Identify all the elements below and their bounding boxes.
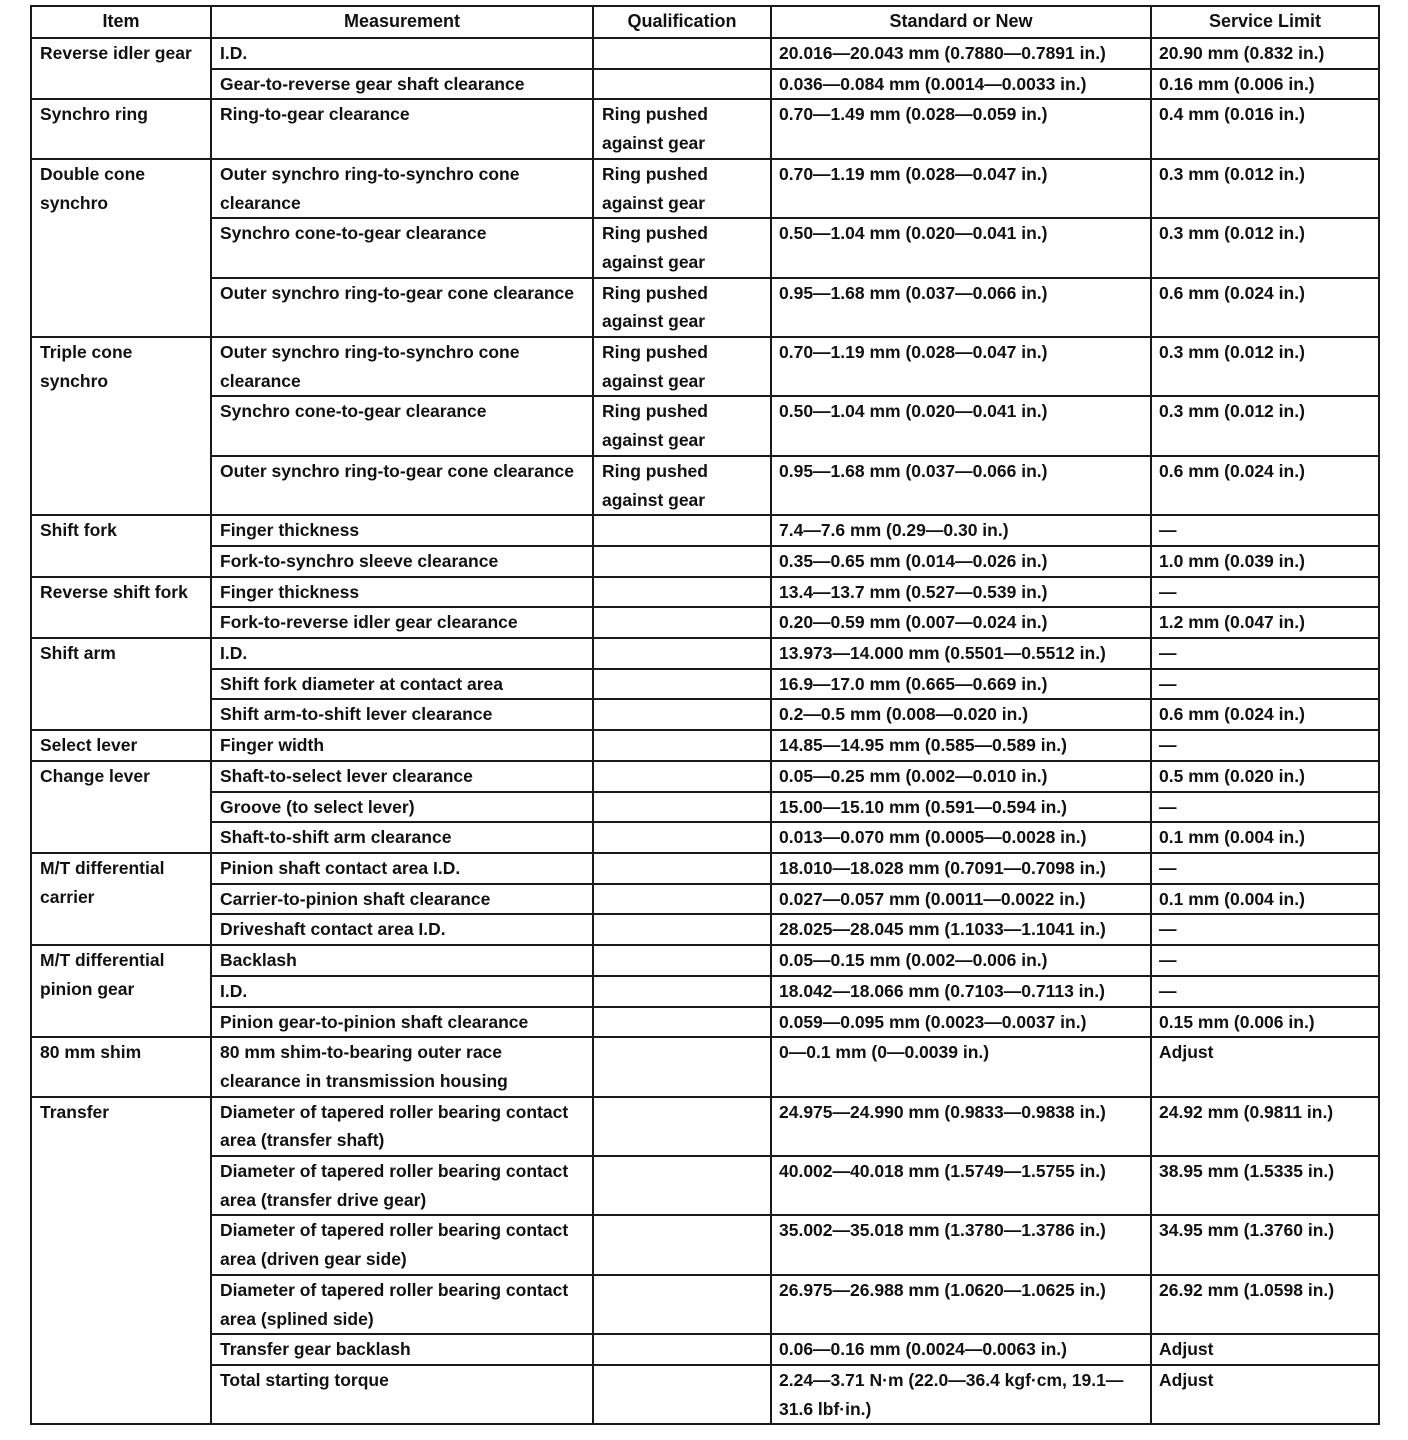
qualification-cell [593, 884, 771, 915]
specification-table [30, 5, 1380, 1425]
qualification-cell [593, 1334, 771, 1365]
measurement-cell: Carrier-to-pinion shaft clearance [211, 884, 593, 915]
standard-cell: 0.05—0.25 mm (0.002—0.010 in.) [771, 761, 1151, 792]
measurement-cell: Synchro cone-to-gear clearance [211, 218, 593, 277]
measurement-cell: Pinion shaft contact area I.D. [211, 853, 593, 884]
table-row [31, 1007, 1379, 1038]
measurement-cell: Ring-to-gear clearance [211, 99, 593, 158]
item-cell: Reverse shift fork [31, 577, 211, 638]
table-row [31, 99, 1379, 158]
service-limit-cell: 0.6 mm (0.024 in.) [1151, 699, 1379, 730]
item-cell: Select lever [31, 730, 211, 761]
table-row [31, 976, 1379, 1007]
qualification-cell [593, 638, 771, 669]
service-limit-cell: 0.6 mm (0.024 in.) [1151, 278, 1379, 337]
qualification-cell: Ring pushed against gear [593, 456, 771, 515]
item-cell: Synchro ring [31, 99, 211, 158]
measurement-cell: Backlash [211, 945, 593, 976]
table-row [31, 761, 1379, 792]
measurement-cell: Diameter of tapered roller bearing contact area (transfer drive gear) [211, 1156, 593, 1215]
measurement-cell: Shaft-to-select lever clearance [211, 761, 593, 792]
service-limit-cell: Adjust [1151, 1334, 1379, 1365]
standard-cell: 15.00—15.10 mm (0.591—0.594 in.) [771, 792, 1151, 823]
service-limit-cell: — [1151, 730, 1379, 761]
qualification-cell [593, 1275, 771, 1334]
qualification-cell: Ring pushed against gear [593, 396, 771, 455]
table-row [31, 159, 1379, 218]
measurement-cell: Shift fork diameter at contact area [211, 669, 593, 700]
service-limit-cell: — [1151, 577, 1379, 608]
qualification-cell [593, 546, 771, 577]
standard-cell: 0.70—1.19 mm (0.028—0.047 in.) [771, 337, 1151, 396]
qualification-cell [593, 976, 771, 1007]
item-cell: M/T differential carrier [31, 853, 211, 945]
standard-cell: 18.010—18.028 mm (0.7091—0.7098 in.) [771, 853, 1151, 884]
measurement-cell: Outer synchro ring-to-gear cone clearance [211, 278, 593, 337]
measurement-cell: Fork-to-synchro sleeve clearance [211, 546, 593, 577]
service-limit-cell: 0.3 mm (0.012 in.) [1151, 218, 1379, 277]
measurement-cell: Driveshaft contact area I.D. [211, 914, 593, 945]
table-body [31, 38, 1379, 1424]
service-limit-cell: — [1151, 515, 1379, 546]
header-standard: Standard or New [771, 6, 1151, 38]
service-limit-cell: 1.0 mm (0.039 in.) [1151, 546, 1379, 577]
service-limit-cell: 0.3 mm (0.012 in.) [1151, 337, 1379, 396]
measurement-cell: Total starting torque [211, 1365, 593, 1424]
measurement-cell: I.D. [211, 38, 593, 69]
header-service-limit: Service Limit [1151, 6, 1379, 38]
standard-cell: 28.025—28.045 mm (1.1033—1.1041 in.) [771, 914, 1151, 945]
qualification-cell [593, 761, 771, 792]
table-row [31, 669, 1379, 700]
standard-cell: 0.027—0.057 mm (0.0011—0.0022 in.) [771, 884, 1151, 915]
qualification-cell: Ring pushed against gear [593, 159, 771, 218]
table-row [31, 69, 1379, 100]
measurement-cell: Pinion gear-to-pinion shaft clearance [211, 1007, 593, 1038]
service-limit-cell: — [1151, 976, 1379, 1007]
table-header-row [31, 6, 1379, 38]
service-limit-cell: 1.2 mm (0.047 in.) [1151, 607, 1379, 638]
qualification-cell [593, 1007, 771, 1038]
standard-cell: 0.70—1.19 mm (0.028—0.047 in.) [771, 159, 1151, 218]
standard-cell: 26.975—26.988 mm (1.0620—1.0625 in.) [771, 1275, 1151, 1334]
measurement-cell: Synchro cone-to-gear clearance [211, 396, 593, 455]
standard-cell: 18.042—18.066 mm (0.7103—0.7113 in.) [771, 976, 1151, 1007]
qualification-cell [593, 515, 771, 546]
standard-cell: 0.50—1.04 mm (0.020—0.041 in.) [771, 218, 1151, 277]
qualification-cell [593, 669, 771, 700]
table-row [31, 1037, 1379, 1096]
service-limit-cell: 0.3 mm (0.012 in.) [1151, 159, 1379, 218]
service-limit-cell: — [1151, 669, 1379, 700]
service-limit-cell: 0.4 mm (0.016 in.) [1151, 99, 1379, 158]
table-row [31, 337, 1379, 396]
service-limit-cell: 0.3 mm (0.012 in.) [1151, 396, 1379, 455]
table-row [31, 577, 1379, 608]
table-row [31, 853, 1379, 884]
measurement-cell: I.D. [211, 976, 593, 1007]
table-row [31, 1365, 1379, 1424]
measurement-cell: I.D. [211, 638, 593, 669]
item-cell: Shift arm [31, 638, 211, 730]
measurement-cell: Shaft-to-shift arm clearance [211, 822, 593, 853]
standard-cell: 2.24—3.71 N·m (22.0—36.4 kgf·cm, 19.1—31.6 lbf·in.) [771, 1365, 1151, 1424]
service-limit-cell: 0.1 mm (0.004 in.) [1151, 822, 1379, 853]
service-limit-cell: — [1151, 914, 1379, 945]
header-item: Item [31, 6, 211, 38]
service-limit-cell: 0.15 mm (0.006 in.) [1151, 1007, 1379, 1038]
standard-cell: 13.4—13.7 mm (0.527—0.539 in.) [771, 577, 1151, 608]
qualification-cell [593, 38, 771, 69]
standard-cell: 35.002—35.018 mm (1.3780—1.3786 in.) [771, 1215, 1151, 1274]
qualification-cell: Ring pushed against gear [593, 278, 771, 337]
qualification-cell [593, 1365, 771, 1424]
qualification-cell [593, 699, 771, 730]
measurement-cell: Finger thickness [211, 515, 593, 546]
item-cell: 80 mm shim [31, 1037, 211, 1096]
qualification-cell [593, 730, 771, 761]
standard-cell: 0—0.1 mm (0—0.0039 in.) [771, 1037, 1151, 1096]
service-limit-cell: Adjust [1151, 1037, 1379, 1096]
qualification-cell [593, 1215, 771, 1274]
qualification-cell [593, 69, 771, 100]
qualification-cell: Ring pushed against gear [593, 337, 771, 396]
qualification-cell [593, 945, 771, 976]
qualification-cell [593, 1156, 771, 1215]
header-qualification: Qualification [593, 6, 771, 38]
measurement-cell: 80 mm shim-to-bearing outer race clearance in transmission housing [211, 1037, 593, 1096]
table-row [31, 1215, 1379, 1274]
service-limit-cell: 24.92 mm (0.9811 in.) [1151, 1097, 1379, 1156]
service-limit-cell: — [1151, 792, 1379, 823]
standard-cell: 0.036—0.084 mm (0.0014—0.0033 in.) [771, 69, 1151, 100]
standard-cell: 0.2—0.5 mm (0.008—0.020 in.) [771, 699, 1151, 730]
table-row [31, 515, 1379, 546]
measurement-cell: Finger width [211, 730, 593, 761]
measurement-cell: Gear-to-reverse gear shaft clearance [211, 69, 593, 100]
item-cell: Triple cone synchro [31, 337, 211, 515]
service-limit-cell: Adjust [1151, 1365, 1379, 1424]
table-row [31, 945, 1379, 976]
service-limit-cell: 34.95 mm (1.3760 in.) [1151, 1215, 1379, 1274]
standard-cell: 0.20—0.59 mm (0.007—0.024 in.) [771, 607, 1151, 638]
service-limit-cell: 0.16 mm (0.006 in.) [1151, 69, 1379, 100]
table-row [31, 699, 1379, 730]
standard-cell: 40.002—40.018 mm (1.5749—1.5755 in.) [771, 1156, 1151, 1215]
item-cell: Transfer [31, 1097, 211, 1425]
measurement-cell: Diameter of tapered roller bearing contact area (driven gear side) [211, 1215, 593, 1274]
qualification-cell [593, 853, 771, 884]
standard-cell: 0.50—1.04 mm (0.020—0.041 in.) [771, 396, 1151, 455]
table-row [31, 546, 1379, 577]
measurement-cell: Transfer gear backlash [211, 1334, 593, 1365]
measurement-cell: Shift arm-to-shift lever clearance [211, 699, 593, 730]
service-limit-cell: 0.1 mm (0.004 in.) [1151, 884, 1379, 915]
measurement-cell: Fork-to-reverse idler gear clearance [211, 607, 593, 638]
item-cell: M/T differential pinion gear [31, 945, 211, 1037]
service-limit-cell: — [1151, 638, 1379, 669]
qualification-cell [593, 1097, 771, 1156]
standard-cell: 7.4—7.6 mm (0.29—0.30 in.) [771, 515, 1151, 546]
table-row [31, 1275, 1379, 1334]
measurement-cell: Groove (to select lever) [211, 792, 593, 823]
standard-cell: 0.70—1.49 mm (0.028—0.059 in.) [771, 99, 1151, 158]
measurement-cell: Outer synchro ring-to-gear cone clearance [211, 456, 593, 515]
measurement-cell: Outer synchro ring-to-synchro cone clearance [211, 159, 593, 218]
measurement-cell: Diameter of tapered roller bearing contact area (splined side) [211, 1275, 593, 1334]
measurement-cell: Outer synchro ring-to-synchro cone clearance [211, 337, 593, 396]
measurement-cell: Finger thickness [211, 577, 593, 608]
table-row [31, 38, 1379, 69]
table-row [31, 1097, 1379, 1156]
table-row [31, 218, 1379, 277]
qualification-cell: Ring pushed against gear [593, 218, 771, 277]
qualification-cell [593, 1037, 771, 1096]
table-row [31, 914, 1379, 945]
service-limit-cell: 26.92 mm (1.0598 in.) [1151, 1275, 1379, 1334]
standard-cell: 0.059—0.095 mm (0.0023—0.0037 in.) [771, 1007, 1151, 1038]
qualification-cell: Ring pushed against gear [593, 99, 771, 158]
standard-cell: 14.85—14.95 mm (0.585—0.589 in.) [771, 730, 1151, 761]
qualification-cell [593, 792, 771, 823]
service-limit-cell: 0.6 mm (0.024 in.) [1151, 456, 1379, 515]
service-limit-cell: 0.5 mm (0.020 in.) [1151, 761, 1379, 792]
table-row [31, 884, 1379, 915]
service-limit-cell: — [1151, 945, 1379, 976]
table-row [31, 638, 1379, 669]
standard-cell: 0.95—1.68 mm (0.037—0.066 in.) [771, 278, 1151, 337]
item-cell: Change lever [31, 761, 211, 853]
standard-cell: 13.973—14.000 mm (0.5501—0.5512 in.) [771, 638, 1151, 669]
standard-cell: 0.35—0.65 mm (0.014—0.026 in.) [771, 546, 1151, 577]
standard-cell: 24.975—24.990 mm (0.9833—0.9838 in.) [771, 1097, 1151, 1156]
table-row [31, 1334, 1379, 1365]
qualification-cell [593, 914, 771, 945]
qualification-cell [593, 607, 771, 638]
standard-cell: 20.016—20.043 mm (0.7880—0.7891 in.) [771, 38, 1151, 69]
table-row [31, 278, 1379, 337]
table-row [31, 730, 1379, 761]
header-measurement: Measurement [211, 6, 593, 38]
measurement-cell: Diameter of tapered roller bearing contact area (transfer shaft) [211, 1097, 593, 1156]
table-row [31, 456, 1379, 515]
table-row [31, 607, 1379, 638]
service-limit-cell: 38.95 mm (1.5335 in.) [1151, 1156, 1379, 1215]
standard-cell: 0.05—0.15 mm (0.002—0.006 in.) [771, 945, 1151, 976]
service-limit-cell: — [1151, 853, 1379, 884]
standard-cell: 0.06—0.16 mm (0.0024—0.0063 in.) [771, 1334, 1151, 1365]
service-limit-cell: 20.90 mm (0.832 in.) [1151, 38, 1379, 69]
table-row [31, 396, 1379, 455]
table-row [31, 792, 1379, 823]
item-cell: Shift fork [31, 515, 211, 576]
table-row [31, 1156, 1379, 1215]
table-row [31, 822, 1379, 853]
item-cell: Reverse idler gear [31, 38, 211, 99]
qualification-cell [593, 577, 771, 608]
qualification-cell [593, 822, 771, 853]
item-cell: Double cone synchro [31, 159, 211, 337]
standard-cell: 0.013—0.070 mm (0.0005—0.0028 in.) [771, 822, 1151, 853]
standard-cell: 16.9—17.0 mm (0.665—0.669 in.) [771, 669, 1151, 700]
standard-cell: 0.95—1.68 mm (0.037—0.066 in.) [771, 456, 1151, 515]
